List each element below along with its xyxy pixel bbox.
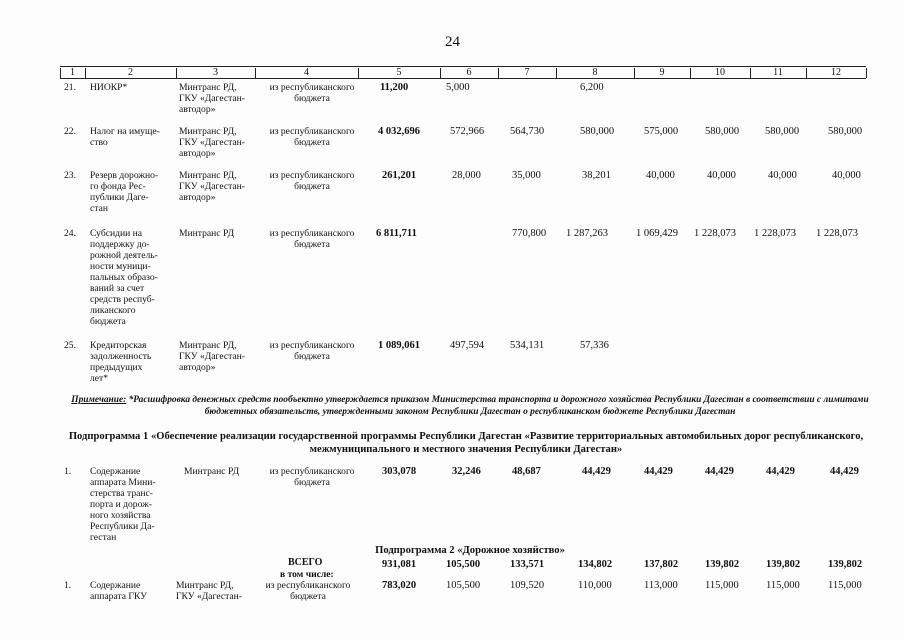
- row-value: 564,730: [510, 126, 545, 137]
- row-value: 110,000: [578, 580, 612, 591]
- row-value: 580,000: [765, 126, 800, 137]
- row-value: 139,802: [766, 559, 801, 570]
- row-executor: Минтранс РД, ГКУ «Дагестан- автодор»: [179, 340, 246, 373]
- col-header: 4: [304, 67, 309, 78]
- row-executor: Минтранс РД, ГКУ «Дагестан- автодор»: [179, 170, 246, 203]
- row-number: 1.: [64, 580, 72, 591]
- row-number: 22.: [64, 126, 76, 137]
- row-value: 40,000: [768, 170, 797, 181]
- total-label: ВСЕГО: [288, 557, 323, 568]
- row-value: 1 228,073: [816, 228, 858, 239]
- row-value: 770,800: [512, 228, 547, 239]
- col-header: 8: [592, 67, 598, 78]
- row-value: 575,000: [644, 126, 679, 137]
- footnote-text: *Расшифровка денежных средств пообъектно утверждается приказом Министерства транспорта и дорожного хозяйства Республики Дагестан в соответствии с лимитами бюджетных обязательств, утвержденными законом Республики Дагестан о республиканском бюджете Республики Дагестан: [126, 395, 869, 417]
- row-source: из республиканского бюджета: [269, 82, 355, 104]
- total-sublabel: в том числе:: [280, 569, 334, 580]
- row-total: 1 089,061: [378, 340, 420, 351]
- row-value: 134,802: [578, 559, 613, 570]
- subprogram-1-title: Подпрограмма 1 «Обеспечение реализации государственной программы Республики Дагестан «Развитие территориальных автомобильных дорог республиканского, межмуниципального и местного значения Республики Дагестан»: [68, 431, 864, 455]
- row-name: Содержание аппарата Мини- стерства транс- порта и дорож- ного хозяйства Республики Да- гестан: [90, 466, 156, 543]
- row-name: Кредиторская задолженность предыдущих лет*: [90, 340, 152, 384]
- row-value: 580,000: [828, 126, 863, 137]
- row-value: 44,429: [582, 466, 611, 477]
- row-value: 580,000: [705, 126, 740, 137]
- row-number: 21.: [64, 82, 76, 93]
- row-value: 115,000: [828, 580, 862, 591]
- row-source: из республиканского бюджета: [265, 580, 351, 602]
- row-value: 44,429: [830, 466, 859, 477]
- page-number: 24: [445, 34, 460, 50]
- row-value: 137,802: [644, 559, 679, 570]
- row-name: Налог на имуще- ство: [90, 126, 160, 148]
- row-total: 783,020: [382, 580, 417, 591]
- row-number: 25.: [64, 340, 76, 351]
- row-value: 1 228,073: [694, 228, 736, 239]
- row-total: 261,201: [382, 170, 417, 181]
- col-header: 7: [524, 67, 530, 78]
- row-value: 139,802: [828, 559, 863, 570]
- row-value: 115,000: [766, 580, 800, 591]
- row-value: 572,966: [450, 126, 485, 137]
- row-source: из республиканского бюджета: [269, 170, 355, 192]
- row-value: 5,000: [446, 82, 470, 93]
- row-value: 1 287,263: [566, 228, 608, 239]
- row-value: 28,000: [452, 170, 481, 181]
- row-number: 23.: [64, 170, 76, 181]
- row-total: 931,081: [382, 559, 417, 570]
- row-value: 497,594: [450, 340, 485, 351]
- row-executor: Минтранс РД, ГКУ «Дагестан- автодор»: [179, 82, 246, 115]
- col-header: 12: [831, 67, 841, 78]
- row-value: 115,000: [705, 580, 739, 591]
- row-value: 38,201: [582, 170, 611, 181]
- row-value: 1 228,073: [754, 228, 796, 239]
- row-value: 40,000: [832, 170, 861, 181]
- col-header: 6: [466, 67, 472, 78]
- row-value: 40,000: [707, 170, 736, 181]
- row-value: 109,520: [510, 580, 545, 591]
- row-executor: Минтранс РД: [179, 228, 235, 239]
- row-value: 32,246: [452, 466, 481, 477]
- row-value: 44,429: [766, 466, 795, 477]
- row-executor: Минтранс РД, ГКУ «Дагестан-: [176, 580, 243, 602]
- subprogram-2-title: Подпрограмма 2 «Дорожное хозяйство»: [375, 545, 565, 556]
- row-value: 48,687: [512, 466, 541, 477]
- row-source: из республиканского бюджета: [269, 228, 355, 250]
- row-value: 40,000: [646, 170, 675, 181]
- col-header: 2: [128, 67, 133, 78]
- row-number: 24.: [64, 228, 76, 239]
- col-header: 9: [659, 67, 665, 78]
- row-total: 4 032,696: [378, 126, 420, 137]
- col-header: 10: [715, 67, 725, 78]
- row-name: Резерв дорожно- го фонда Рес- публики Даге- стан: [90, 170, 159, 214]
- row-value: 580,000: [580, 126, 615, 137]
- row-executor: Минтранс РД, ГКУ «Дагестан- автодор»: [179, 126, 246, 159]
- row-value: 105,500: [446, 559, 481, 570]
- row-name: Содержание аппарата ГКУ: [90, 580, 147, 602]
- row-value: 57,336: [580, 340, 609, 351]
- row-name: НИОКР*: [90, 82, 128, 93]
- footnote: [70, 394, 870, 418]
- row-value: 44,429: [705, 466, 734, 477]
- row-value: 35,000: [512, 170, 541, 181]
- row-source: из республиканского бюджета: [269, 126, 355, 148]
- row-value: 105,500: [446, 580, 481, 591]
- row-number: 1.: [64, 466, 72, 477]
- row-total: 11,200: [380, 82, 409, 93]
- row-value: 44,429: [644, 466, 673, 477]
- row-source: из республиканского бюджета: [269, 340, 355, 362]
- row-value: 133,571: [510, 559, 545, 570]
- row-value: 6,200: [580, 82, 604, 93]
- row-source: из республиканского бюджета: [269, 466, 355, 488]
- row-total: 303,078: [382, 466, 417, 477]
- row-total: 6 811,711: [376, 228, 417, 239]
- col-header: 11: [773, 67, 783, 78]
- row-value: 534,131: [510, 340, 545, 351]
- col-header: 1: [70, 67, 75, 78]
- row-value: 1 069,429: [636, 228, 678, 239]
- row-value: 139,802: [705, 559, 740, 570]
- footnote-label: Примечание:: [71, 395, 127, 405]
- col-header: 3: [213, 67, 218, 78]
- row-executor: Минтранс РД: [184, 466, 240, 477]
- row-name: Субсидии на поддержку до- рожной деятель- ности муници- пальных образо- ваний за счет средств респуб- ликанского бюджета: [90, 228, 158, 327]
- row-value: 113,000: [644, 580, 678, 591]
- col-header: 5: [396, 67, 402, 78]
